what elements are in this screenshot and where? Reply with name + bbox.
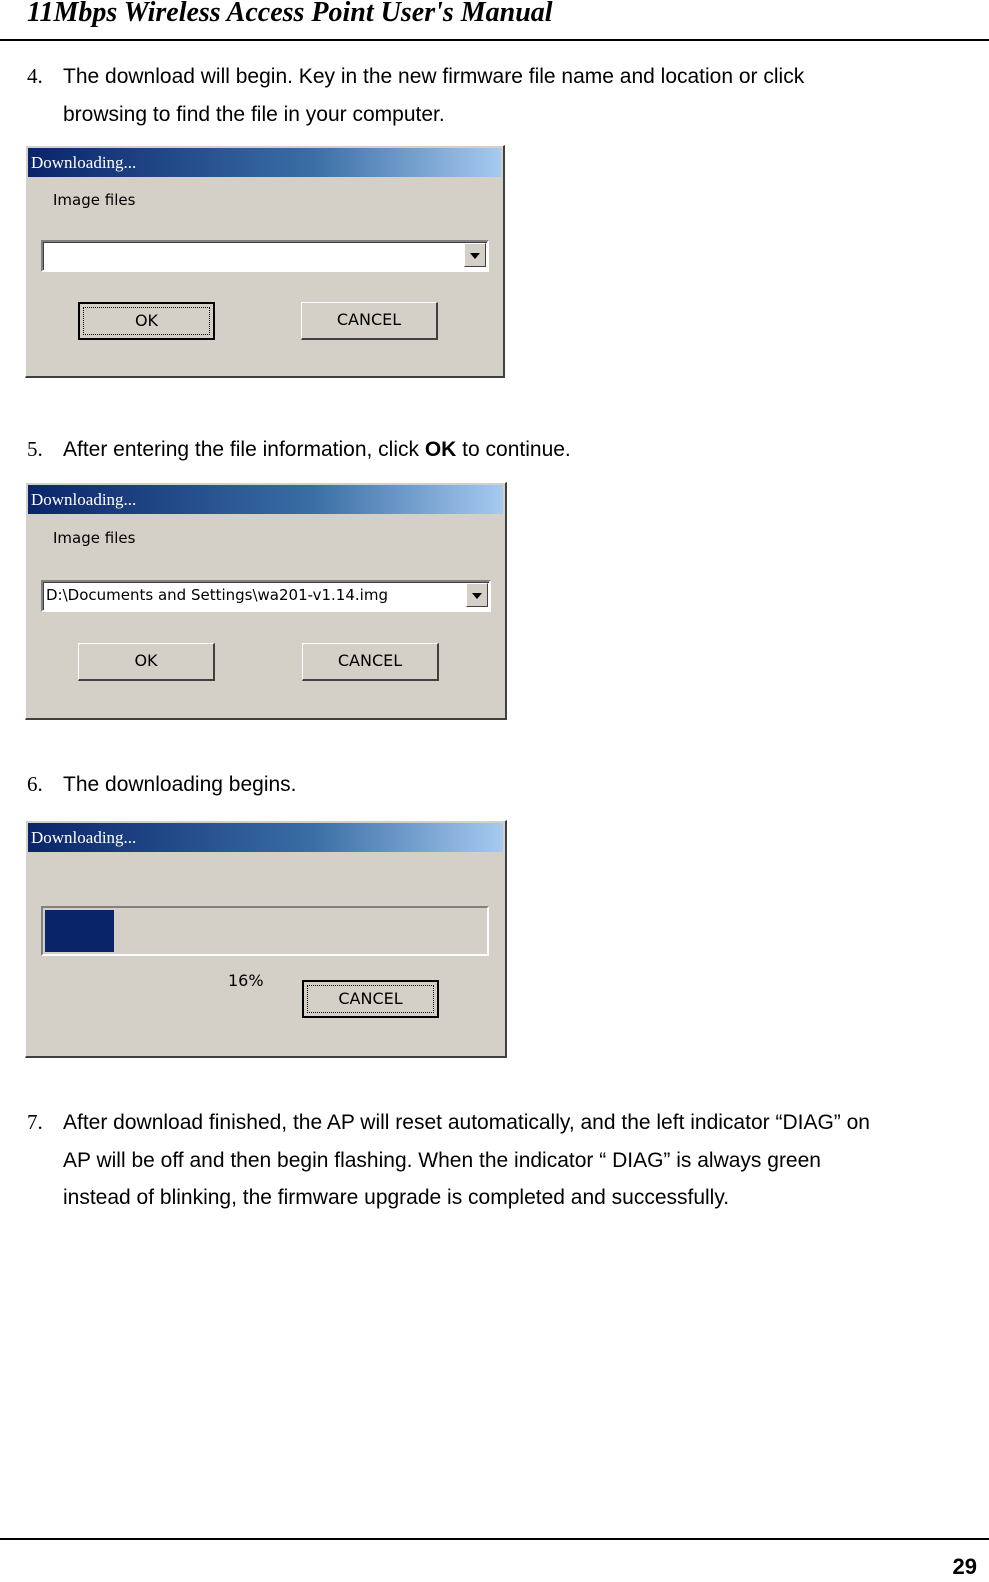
- ok-button-label: OK: [134, 651, 158, 670]
- chevron-down-icon[interactable]: [466, 583, 488, 607]
- image-file-combobox[interactable]: [41, 240, 489, 272]
- download-progress-dialog: [25, 820, 507, 1058]
- image-files-label: Image files: [53, 191, 136, 209]
- dialog-title-bar: Downloading...: [28, 148, 501, 177]
- step-number: 7.: [27, 1110, 43, 1134]
- progress-percent: 16%: [228, 971, 264, 990]
- step-text: After entering the file information, click: [63, 438, 425, 461]
- step-text: to continue.: [456, 438, 571, 461]
- step-text-line: After download finished, the AP will reset automatically, and the left indicator “DIAG” on: [63, 1111, 870, 1134]
- footer-divider: [0, 1538, 989, 1540]
- step-text-line: [63, 431, 967, 469]
- ok-button[interactable]: [78, 643, 215, 681]
- step-text-line: The downloading begins.: [63, 773, 297, 796]
- image-file-combobox[interactable]: [41, 580, 491, 612]
- page-number: 29: [952, 1554, 977, 1579]
- page-header-title: 11Mbps Wireless Access Point User's Manual: [27, 0, 553, 28]
- header-divider: [0, 39, 989, 41]
- step-number: 4.: [27, 64, 43, 88]
- step-text-line: The download will begin. Key in the new firmware file name and location or click: [63, 65, 805, 88]
- step-number: 5.: [27, 437, 43, 461]
- cancel-button-label: CANCEL: [336, 310, 402, 329]
- download-dialog-empty: [25, 145, 505, 378]
- step-text-line: instead of blinking, the firmware upgrade is completed and successfully.: [63, 1186, 730, 1209]
- ok-button-label: OK: [134, 311, 159, 330]
- step-7: [27, 1104, 967, 1217]
- cancel-button[interactable]: [301, 302, 438, 340]
- step-6: [27, 766, 967, 804]
- cancel-button-label: CANCEL: [338, 989, 403, 1008]
- step-text-line: AP will be off and then begin flashing. When the indicator “ DIAG” is always green: [63, 1148, 821, 1172]
- download-progress-bar: [41, 906, 489, 956]
- download-dialog-filled: [25, 482, 507, 720]
- image-files-label: Image files: [53, 529, 136, 547]
- cancel-button[interactable]: [302, 643, 439, 681]
- step-5: [27, 431, 967, 469]
- ok-emphasis: OK: [424, 438, 457, 461]
- step-number: 6.: [27, 772, 43, 796]
- progress-fill: [45, 910, 114, 952]
- cancel-button[interactable]: [302, 980, 439, 1018]
- cancel-button-label: CANCEL: [337, 651, 403, 670]
- step-text-line: browsing to find the file in your computer.: [63, 102, 445, 126]
- dialog-title-bar: Downloading...: [28, 485, 503, 514]
- image-file-value: D:\Documents and Settings\wa201-v1.14.img: [46, 586, 388, 604]
- chevron-down-icon[interactable]: [464, 243, 486, 267]
- dialog-title-bar: Downloading...: [28, 823, 503, 852]
- ok-button[interactable]: [78, 302, 215, 340]
- step-4: [27, 58, 967, 133]
